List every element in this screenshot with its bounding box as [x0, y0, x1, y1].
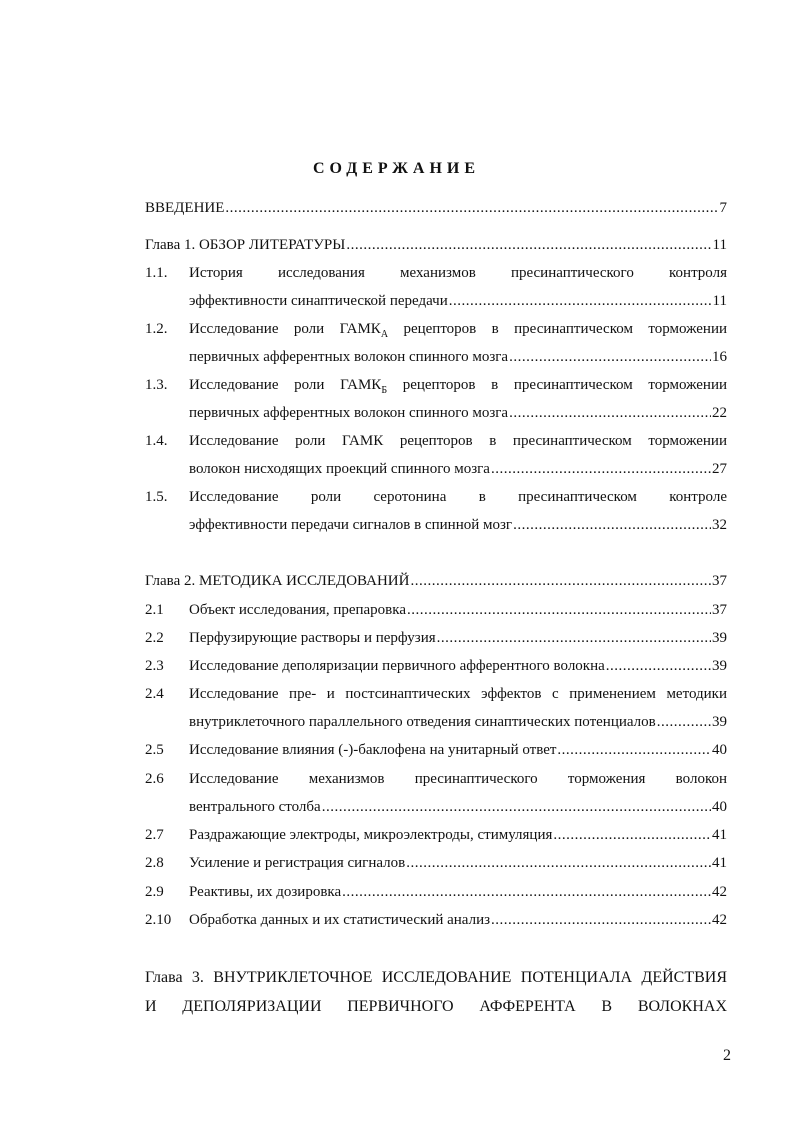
- toc-item-text: эффективности передачи сигналов в спинной мозг: [189, 517, 513, 533]
- toc-entry-page: 7: [719, 200, 727, 216]
- toc-item-text: Исследование механизмов пресинаптического торможения волокон: [189, 771, 727, 787]
- toc-item-2-9: [189, 883, 727, 901]
- dot-leader: [553, 826, 711, 844]
- toc-item-number: 1.2.: [145, 321, 168, 337]
- toc-item-text: Исследование роли ГАМК рецепторов в пресинаптическом торможении: [189, 433, 727, 449]
- toc-item-2-4: [189, 713, 727, 731]
- dot-leader: [657, 713, 711, 731]
- toc-item-2-5: [189, 741, 727, 759]
- toc-item-page: 40: [712, 799, 727, 815]
- toc-item-page: 39: [712, 630, 727, 646]
- toc-item-2-7: [189, 826, 727, 844]
- toc-item-text: Исследование роли $ГАМК_Б$ рецепторов в пресинаптическом торможении: [189, 377, 727, 396]
- dot-leader: [437, 629, 711, 647]
- toc-item-2-2: [189, 629, 727, 647]
- toc-item-2-1: [189, 601, 727, 619]
- toc-chapter-3-line-2: И ДЕПОЛЯРИЗАЦИИ ПЕРВИЧНОГО АФФЕРЕНТА В ВОЛОКНАХ: [145, 998, 727, 1015]
- toc-item-number: 2.9: [145, 884, 164, 900]
- page-number: 2: [723, 1047, 731, 1064]
- dot-leader: [449, 292, 712, 310]
- dot-leader: [509, 404, 711, 422]
- toc-item-text: Исследование деполяризации первичного афферентного волокна: [189, 658, 605, 674]
- toc-item-1-1: [189, 292, 727, 310]
- dot-leader: [606, 657, 711, 675]
- toc-entry-label: ВВЕДЕНИЕ: [145, 200, 225, 216]
- toc-item-number: 2.5: [145, 742, 164, 758]
- toc-item-text: Реактивы, их дозировка: [189, 884, 342, 900]
- page-title: СОДЕРЖАНИЕ: [312, 160, 481, 177]
- toc-item-1-5: [189, 516, 727, 534]
- toc-item-1-3: [189, 404, 727, 422]
- toc-item-text: История исследования механизмов пресинаптического контроля: [189, 265, 727, 281]
- toc-chapter-page: 37: [712, 573, 727, 589]
- toc-item-text: эффективности синаптической передачи: [189, 293, 448, 309]
- dot-leader: [557, 741, 711, 759]
- dot-leader: [406, 854, 711, 872]
- toc-item-page: 27: [712, 461, 727, 477]
- toc-item-text: Исследование роли серотонина в пресинаптическом контроле: [189, 489, 727, 505]
- toc-item-number: 2.2: [145, 630, 164, 646]
- toc-chapter-page: 11: [712, 237, 727, 253]
- toc-item-text: внутриклеточного параллельного отведения синаптических потенциалов: [189, 714, 656, 730]
- toc-item-text: Исследование влияния (-)-баклофена на унитарный ответ: [189, 742, 557, 758]
- toc-item-number: 1.5.: [145, 489, 168, 505]
- toc-item-page: 39: [712, 658, 727, 674]
- dot-leader: [491, 460, 711, 478]
- dot-leader: [225, 199, 718, 217]
- toc-item-text: Раздражающие электроды, микроэлектроды, стимуляция: [189, 827, 553, 843]
- toc-item-number: 1.1.: [145, 265, 168, 281]
- toc-chapter-2: [145, 572, 727, 590]
- toc-item-page: 32: [712, 517, 727, 533]
- toc-item-page: 42: [712, 912, 727, 928]
- toc-item-number: 1.4.: [145, 433, 168, 449]
- toc-item-2-6: [189, 798, 727, 816]
- dot-leader: [407, 601, 711, 619]
- toc-item-text: волокон нисходящих проекций спинного мозга: [189, 461, 490, 477]
- toc-item-text: первичных афферентных волокон спинного мозга: [189, 349, 509, 365]
- toc-item-number: 2.8: [145, 855, 164, 871]
- toc-item-1-2: [189, 348, 727, 366]
- toc-item-2-3: [189, 657, 727, 675]
- toc-chapter-3-line-1: Глава 3. ВНУТРИКЛЕТОЧНОЕ ИССЛЕДОВАНИЕ ПОТЕНЦИАЛА ДЕЙСТВИЯ: [145, 969, 727, 986]
- dot-leader: [513, 516, 711, 534]
- toc-item-number: 2.7: [145, 827, 164, 843]
- dot-leader: [410, 572, 711, 590]
- toc-item-page: 11: [712, 293, 727, 309]
- toc-item-page: 41: [712, 855, 727, 871]
- toc-item-number: 1.3.: [145, 377, 168, 393]
- toc-item-text: Обработка данных и их статистический анализ: [189, 912, 491, 928]
- toc-chapter-label: Глава 2. МЕТОДИКА ИССЛЕДОВАНИЙ: [145, 573, 410, 589]
- toc-item-number: 2.3: [145, 658, 164, 674]
- toc-item-page: 39: [712, 714, 727, 730]
- toc-item-text: Усиление и регистрация сигналов: [189, 855, 406, 871]
- toc-entry-intro: [145, 199, 727, 217]
- dot-leader: [346, 236, 711, 254]
- toc-item-page: 22: [712, 405, 727, 421]
- toc-item-2-8: [189, 854, 727, 872]
- dot-leader: [322, 798, 711, 816]
- toc-item-page: 37: [712, 602, 727, 618]
- toc-item-text: Исследование пре- и постсинаптических эффектов с применением методики: [189, 686, 727, 702]
- toc-chapter-label: Глава 1. ОБЗОР ЛИТЕРАТУРЫ: [145, 237, 346, 253]
- toc-item-page: 41: [712, 827, 727, 843]
- toc-item-number: 2.4: [145, 686, 164, 702]
- toc-item-number: 2.6: [145, 771, 164, 787]
- toc-item-number: 2.10: [145, 912, 172, 928]
- toc-item-text: первичных афферентных волокон спинного мозга: [189, 405, 509, 421]
- toc-item-text: Перфузирующие растворы и перфузия: [189, 630, 436, 646]
- toc-item-2-10: [189, 911, 727, 929]
- toc-chapter-1: [145, 236, 727, 254]
- toc-item-text: вентрального столба: [189, 799, 321, 815]
- toc-item-text: Исследование роли $ГАМК_А$ рецепторов в пресинаптическом торможении: [189, 321, 727, 340]
- dot-leader: [342, 883, 711, 901]
- toc-item-page: 42: [712, 884, 727, 900]
- toc-item-1-4: [189, 460, 727, 478]
- toc-item-page: 40: [712, 742, 727, 758]
- toc-item-page: 16: [712, 349, 727, 365]
- dot-leader: [491, 911, 711, 929]
- dot-leader: [509, 348, 711, 366]
- toc-item-text: Объект исследования, препаровка: [189, 602, 406, 618]
- toc-item-number: 2.1: [145, 602, 164, 618]
